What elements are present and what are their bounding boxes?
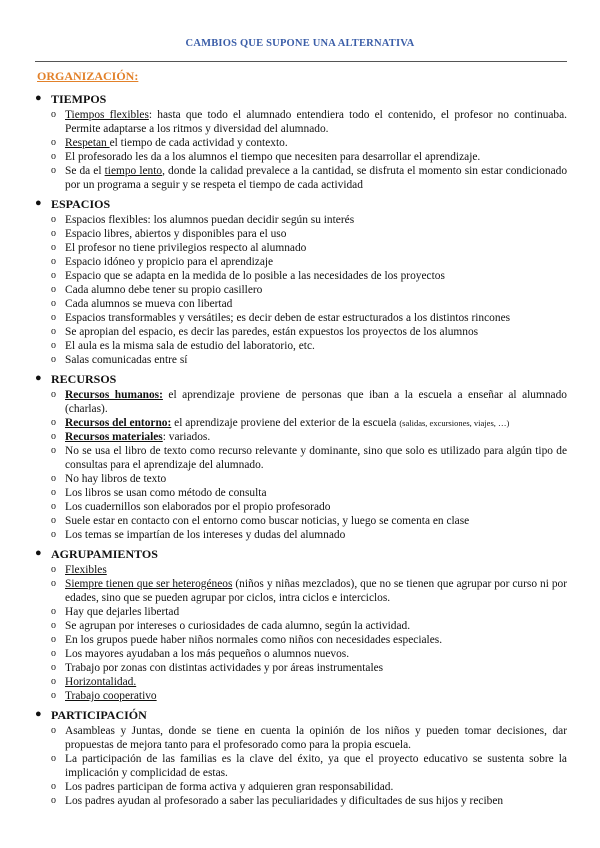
section-participacion — [0, 708, 600, 808]
sub-bullet-icon: o — [51, 389, 56, 400]
bullet-icon: ● — [35, 547, 42, 559]
list-item — [0, 325, 600, 339]
sub-bullet-icon: o — [51, 662, 56, 673]
list-item — [0, 500, 600, 514]
list-item — [0, 647, 600, 661]
item-text: No se usa el libro de texto como recurso relevante y dominante, sino que solo es utilizado para algún tipo de consultas para el aprendizaje del alumnado. — [65, 445, 567, 471]
sections-container — [0, 92, 600, 813]
list-item — [0, 269, 600, 283]
section-heading — [0, 92, 600, 108]
list-item — [0, 136, 600, 150]
sub-bullet-icon: o — [51, 431, 56, 442]
sub-bullet-icon: o — [51, 214, 56, 225]
sub-bullet-icon: o — [51, 578, 56, 589]
item-underlined-lead: Flexibles — [65, 564, 107, 576]
list-item — [0, 486, 600, 500]
item-underlined-lead: Tiempos flexibles — [65, 109, 149, 121]
section-heading-text: TIEMPOS — [51, 92, 107, 106]
section-heading-text: PARTICIPACIÓN — [51, 708, 147, 722]
sub-bullet-icon: o — [51, 606, 56, 617]
list-item — [0, 528, 600, 542]
sub-bullet-icon: o — [51, 340, 56, 351]
list-item — [0, 661, 600, 675]
item-text: Se agrupan por intereses o curiosidades de cada alumno, según la actividad. — [65, 620, 411, 632]
title-divider — [35, 61, 567, 62]
sub-bullet-icon: o — [51, 256, 56, 267]
list-item — [0, 619, 600, 633]
item-text: Se apropian del espacio, es decir las paredes, están expuestos los proyectos de los alumnos — [65, 326, 479, 338]
sub-bullet-icon: o — [51, 725, 56, 736]
item-bold-lead: Recursos del entorno: — [65, 417, 172, 429]
sub-bullet-icon: o — [51, 564, 56, 575]
item-underlined-lead: tiempo lento — [104, 165, 163, 177]
section-heading-text: RECURSOS — [51, 372, 117, 386]
list-item — [0, 514, 600, 528]
sub-bullet-icon: o — [51, 312, 56, 323]
sub-bullet-icon: o — [51, 634, 56, 645]
item-text: Espacio que se adapta en la medida de lo posible a las necesidades de los proyectos — [65, 270, 445, 282]
item-text: Los padres participan de forma activa y adquieren gran responsabilidad. — [65, 781, 394, 793]
item-text: Se da el — [65, 165, 105, 177]
list-item — [0, 339, 600, 353]
list-item — [0, 283, 600, 297]
sub-bullet-icon: o — [51, 270, 56, 281]
item-list — [0, 213, 600, 367]
sub-bullet-icon: o — [51, 242, 56, 253]
item-text: Espacios transformables y versátiles; es decir deben de estar estructurados a los distintos rincones — [65, 312, 511, 324]
list-item — [0, 444, 600, 472]
sub-bullet-icon: o — [51, 690, 56, 701]
list-item — [0, 164, 600, 192]
item-text: el tiempo de cada actividad y contexto. — [109, 137, 288, 149]
list-item — [0, 689, 600, 703]
section-heading — [0, 197, 600, 213]
bullet-icon: ● — [35, 197, 42, 209]
item-text: La participación de las familias es la clave del éxito, ya que el proyecto educativo se sustenta sobre la implicación y complicidad de estas. — [65, 753, 567, 779]
sub-bullet-icon: o — [51, 326, 56, 337]
list-item — [0, 255, 600, 269]
list-item — [0, 213, 600, 227]
list-item — [0, 675, 600, 689]
list-item — [0, 605, 600, 619]
section-heading — [0, 372, 600, 388]
sub-bullet-icon: o — [51, 515, 56, 526]
item-text: (niños y niñas mezclados), que no se tienen que agrupar por curso ni por edades, sino que se pueden agrupar por ciclos, intra ciclos e interciclos. — [65, 578, 568, 604]
list-item — [0, 724, 600, 752]
item-bold-lead: Recursos materiales — [65, 431, 163, 443]
item-text: Los cuadernillos son elaborados por el propio profesorado — [65, 501, 331, 513]
list-item — [0, 297, 600, 311]
section-agrupamientos — [0, 547, 600, 703]
item-text: Cada alumnos se mueva con libertad — [65, 298, 233, 310]
item-text: el aprendizaje proviene de personas que iban a la escuela a enseñar al alumnado (charlas). — [65, 389, 567, 415]
section-heading-text: ESPACIOS — [51, 197, 111, 211]
item-text: Los libros se usan como método de consulta — [65, 487, 267, 499]
section-heading-text: AGRUPAMIENTOS — [51, 547, 158, 561]
list-item — [0, 150, 600, 164]
list-item — [0, 780, 600, 794]
item-text: El profesor no tiene privilegios respecto al alumnado — [65, 242, 307, 254]
sub-bullet-icon: o — [51, 473, 56, 484]
sub-bullet-icon: o — [51, 529, 56, 540]
list-item — [0, 241, 600, 255]
item-text: Espacio libres, abiertos y disponibles para el uso — [65, 228, 287, 240]
item-text: Espacios flexibles: los alumnos puedan decidir según su interés — [65, 214, 355, 226]
list-item — [0, 416, 600, 430]
item-list — [0, 108, 600, 192]
sub-bullet-icon: o — [51, 137, 56, 148]
item-underlined-lead: Horizontalidad. — [65, 676, 137, 688]
item-text: Cada alumno debe tener su propio casillero — [65, 284, 263, 296]
sub-bullet-icon: o — [51, 753, 56, 764]
list-item — [0, 227, 600, 241]
item-list — [0, 388, 600, 542]
sub-bullet-icon: o — [51, 445, 56, 456]
item-text: Suele estar en contacto con el entorno como buscar noticias, y luego se comenta en clase — [65, 515, 470, 527]
item-text: Los padres ayudan al profesorado a saber las peculiaridades y dificultades de sus hijos y reciben — [65, 795, 504, 807]
section-heading — [0, 708, 600, 724]
item-text: Los mayores ayudaban a los más pequeños o alumnos nuevos. — [65, 648, 350, 660]
item-text: : hasta que todo el alumnado entendiera todo el contenido, el profesor no continuaba. Permite adaptarse a los ritmos y diversidad del alumnado. — [65, 109, 567, 135]
sub-bullet-icon: o — [51, 354, 56, 365]
item-text: El aula es la misma sala de estudio del laboratorio, etc. — [65, 340, 315, 352]
section-label-organizacion: ORGANIZACIÓN: — [37, 69, 139, 83]
item-text: el aprendizaje proviene del exterior de la escuela — [171, 417, 400, 429]
item-text: Trabajo por zonas con distintas actividades y por áreas instrumentales — [65, 662, 384, 674]
sub-bullet-icon: o — [51, 228, 56, 239]
item-text: Salas comunicadas entre sí — [65, 354, 188, 366]
bullet-icon: ● — [35, 708, 42, 720]
item-text: No hay libros de texto — [65, 473, 167, 485]
section-recursos — [0, 372, 600, 542]
sub-bullet-icon: o — [51, 648, 56, 659]
item-text: : variados. — [162, 431, 211, 443]
item-text: , donde la calidad prevalece a la cantidad, se disfruta el momento sin estar condicionado por un programa a seguir y se respeta el tiempo de cada actividad — [65, 165, 568, 191]
sub-bullet-icon: o — [51, 151, 56, 162]
list-item — [0, 388, 600, 416]
item-text: En los grupos puede haber niños normales como niños con necesidades especiales. — [65, 634, 443, 646]
list-item — [0, 794, 600, 808]
bullet-icon: ● — [35, 372, 42, 384]
list-item — [0, 430, 600, 444]
sub-bullet-icon: o — [51, 417, 56, 428]
item-underlined-lead: Respetan — [65, 137, 110, 149]
item-bold-lead: Recursos humanos: — [65, 389, 163, 401]
item-text: Los temas se impartían de los intereses y dudas del alumnado — [65, 529, 346, 541]
item-underlined-lead: Trabajo cooperativo — [65, 690, 157, 702]
item-list — [0, 724, 600, 808]
item-list — [0, 563, 600, 703]
sub-bullet-icon: o — [51, 109, 56, 120]
sub-bullet-icon: o — [51, 298, 56, 309]
list-item — [0, 353, 600, 367]
item-text: Espacio idóneo y propicio para el aprendizaje — [65, 256, 274, 268]
list-item — [0, 633, 600, 647]
item-small-note: (salidas, excursiones, viajes, …) — [399, 418, 510, 428]
item-underlined-lead: Siempre tienen que ser heterogéneos — [65, 578, 233, 590]
sub-bullet-icon: o — [51, 795, 56, 806]
list-item — [0, 472, 600, 486]
list-item — [0, 311, 600, 325]
list-item — [0, 577, 600, 605]
list-item — [0, 108, 600, 136]
list-item — [0, 752, 600, 780]
section-espacios — [0, 197, 600, 367]
sub-bullet-icon: o — [51, 284, 56, 295]
section-tiempos — [0, 92, 600, 192]
sub-bullet-icon: o — [51, 620, 56, 631]
item-text: Hay que dejarles libertad — [65, 606, 180, 618]
item-text: El profesorado les da a los alumnos el tiempo que necesiten para desarrollar el aprendizaje. — [65, 151, 481, 163]
sub-bullet-icon: o — [51, 501, 56, 512]
item-text: Asambleas y Juntas, donde se tiene en cuenta la opinión de los niños y pueden tomar decisiones, dar propuestas de mejora tanto para el profesorado como para la propia escuela. — [65, 725, 567, 751]
sub-bullet-icon: o — [51, 165, 56, 176]
page-title: CAMBIOS QUE SUPONE UNA ALTERNATIVA — [185, 38, 415, 49]
section-heading — [0, 547, 600, 563]
sub-bullet-icon: o — [51, 487, 56, 498]
sub-bullet-icon: o — [51, 781, 56, 792]
list-item — [0, 563, 600, 577]
bullet-icon: ● — [35, 92, 42, 104]
sub-bullet-icon: o — [51, 676, 56, 687]
